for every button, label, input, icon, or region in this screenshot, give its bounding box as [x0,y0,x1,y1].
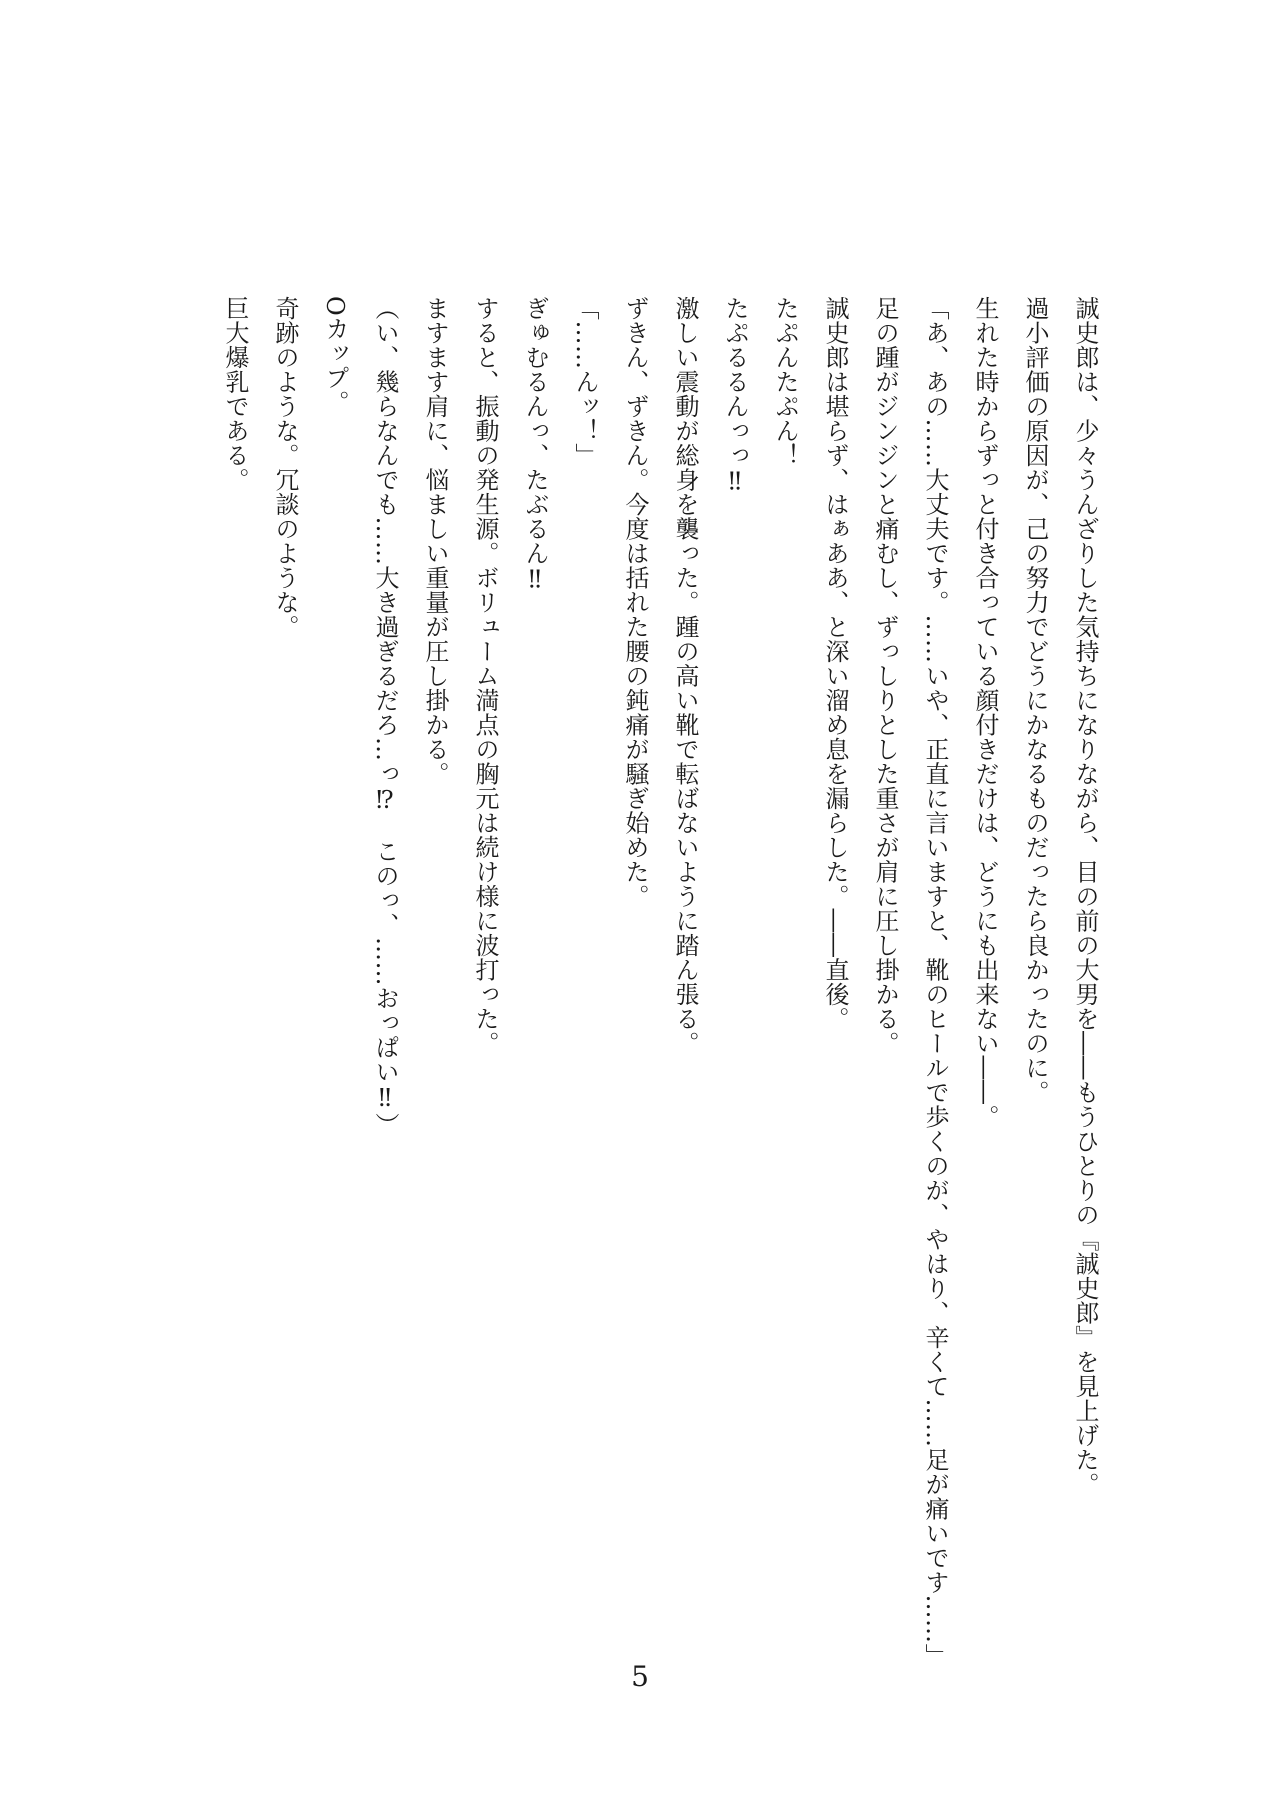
paragraph-3: 生れた時からずっと付き合っている顔付きだけは、どうにも出来ない――。 [971,296,999,1129]
paragraph-15: （い、幾らなんでも……大き過ぎるだろ…っ⁉ このっ、……おっぱい‼） [371,296,399,1137]
paragraph-6: 誠史郎は堪らず、はぁああ、と深い溜め息を漏らした。――直後。 [821,296,849,1031]
paragraph-1: 誠史郎は、少々うんざりした気持ちになりながら、目の前の大男を――もうひとりの『誠史郎』を見上げた。 [1071,296,1099,1497]
paragraph-17: 奇跡のような。冗談のような。 [271,296,299,639]
paragraph-7: たぷんたぷん！ [771,296,799,468]
paragraph-10: ずきん、ずきん。今度は括れた腰の鈍痛が騒ぎ始めた。 [621,296,649,909]
paragraph-5: 足の踵がジンジンと痛むし、ずっしりとした重さが肩に圧し掛かる。 [871,296,899,1056]
paragraph-18: 巨大爆乳である。 [221,296,249,492]
paragraph-13: すると、振動の発生源。ボリューム満点の胸元は続け様に波打った。 [471,296,499,1056]
paragraph-16: Oカップ。 [321,296,349,415]
paragraph-14: ますます肩に、悩ましい重量が圧し掛かる。 [421,296,449,786]
paragraph-4: 「あ、あの……大丈夫です。……いや、正直に言いますと、靴のヒールで歩くのが、やはり、辛くて……足が痛いです……」 [921,296,949,1668]
page-number: 5 [631,1660,649,1693]
paragraph-12: ぎゅむるんっ、たぶるん‼ [521,296,549,594]
paragraph-8: たぷるるんっっ‼ [721,296,749,496]
paragraph-9: 激しい震動が総身を襲った。踵の高い靴で転ばないように踏ん張る。 [671,296,699,1056]
vertical-text-body [210,296,1110,1696]
paragraph-2: 過小評価の原因が、己の努力でどうにかなるものだったら良かったのに。 [1021,296,1049,1105]
paragraph-11: 「……んッ！」 [571,296,599,468]
